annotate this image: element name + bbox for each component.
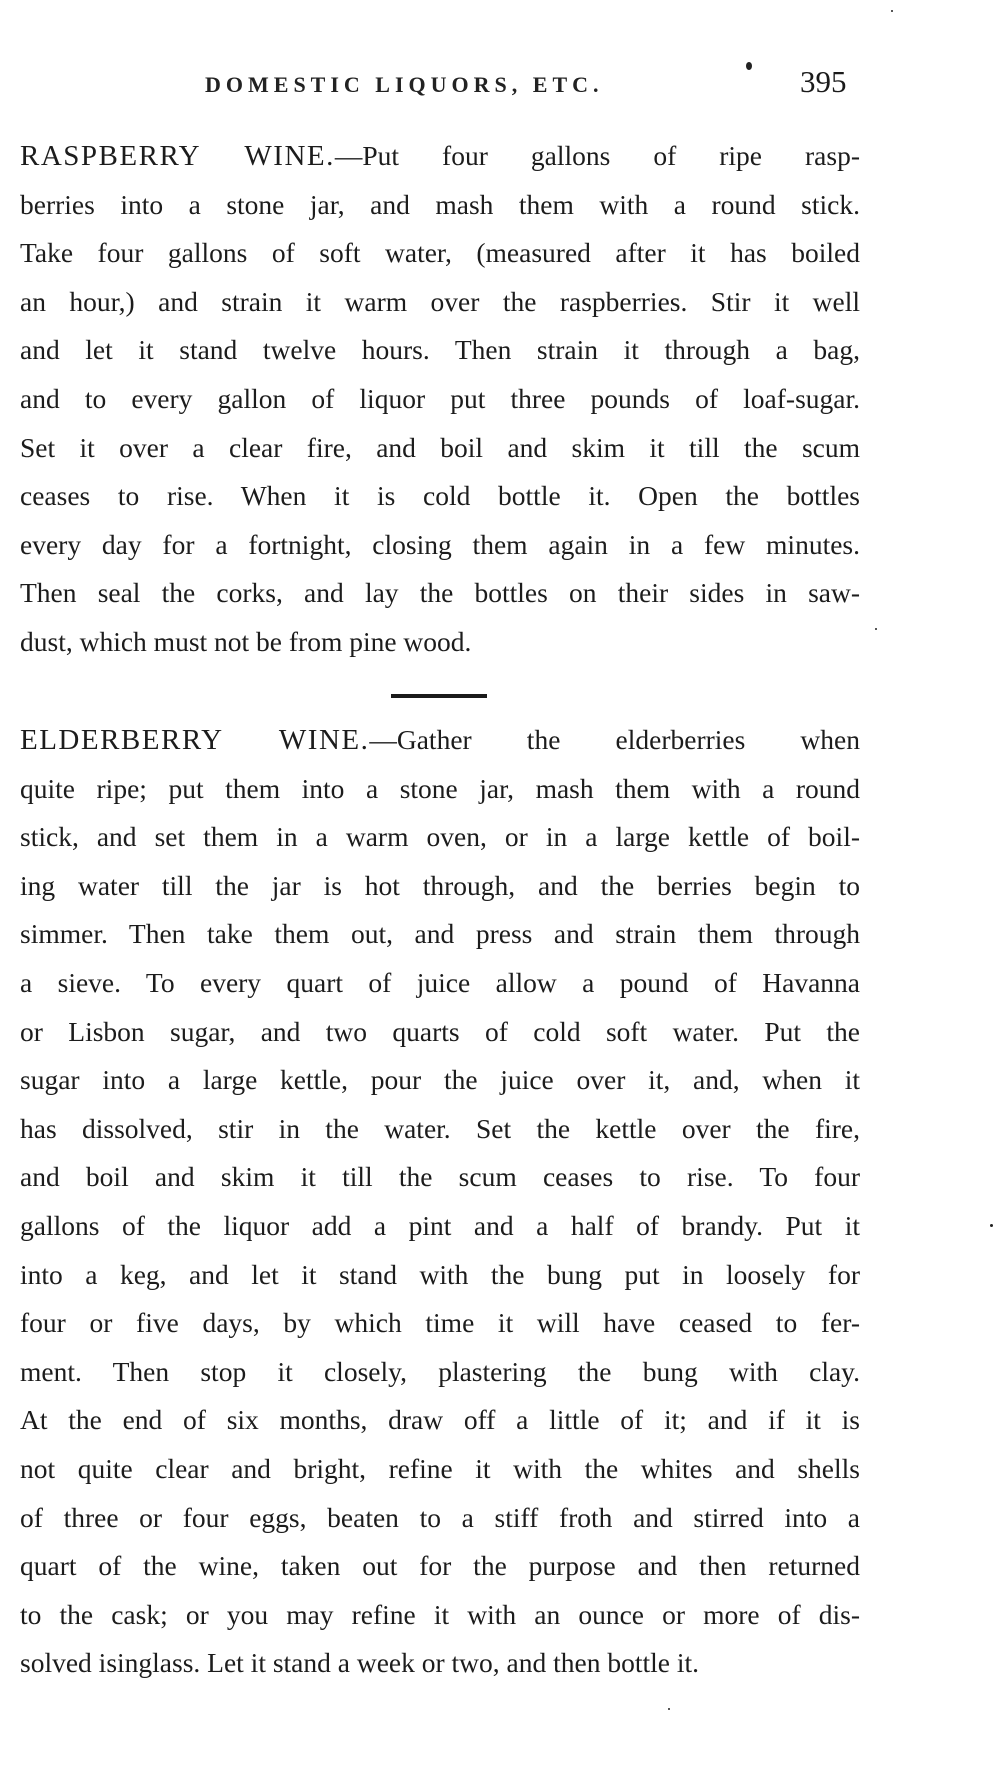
recipe-line: At the end of six months, draw off a little of it; and if it is (20, 1404, 860, 1436)
recipe-line: sugar into a large kettle, pour the juice over it, and, when it (20, 1064, 860, 1096)
recipe-line (20, 716, 860, 765)
recipe-line: every day for a fortnight, closing them again in a few minutes. (20, 528, 860, 560)
recipe-line: quite ripe; put them into a stone jar, mash them with a round (20, 772, 860, 804)
recipe-line: and to every gallon of liquor put three pounds of loaf-sugar. (20, 382, 860, 414)
recipe-line: simmer. Then take them out, and press and strain them through (20, 918, 860, 950)
ink-speck (891, 10, 893, 12)
recipe-line: of three or four eggs, beaten to a stiff froth and stirred into a (20, 1501, 860, 1533)
recipe-line: and boil and skim it till the scum ceases to rise. To four (20, 1161, 860, 1193)
recipe-line: to the cask; or you may refine it with an ounce or more of dis- (20, 1598, 860, 1630)
recipe-line: dust, which must not be from pine wood. (20, 625, 472, 657)
recipe-line (20, 132, 860, 181)
recipe-line: four or five days, by which time it will have ceased to fer- (20, 1307, 860, 1339)
recipe-line: berries into a stone jar, and mash them with a round stick. (20, 188, 860, 220)
recipe-text: —Gather the elderberries when (369, 724, 860, 755)
recipe-line: not quite clear and bright, refine it with the whites and shells (20, 1452, 860, 1484)
section-divider (391, 694, 487, 698)
running-title: DOMESTIC LIQUORS, ETC. (205, 72, 604, 97)
elderberry-wine-recipe (20, 716, 860, 1688)
recipe-line: Take four gallons of soft water, (measured after it has boiled (20, 237, 860, 269)
recipe-line: ing water till the jar is hot through, and the berries begin to (20, 869, 860, 901)
recipe-line: has dissolved, stir in the water. Set the kettle over the fire, (20, 1112, 860, 1144)
ink-speck (875, 628, 877, 630)
recipe-line: or Lisbon sugar, and two quarts of cold soft water. Put the (20, 1015, 860, 1047)
running-head (0, 64, 1000, 104)
recipe-line: gallons of the liquor add a pint and a half of brandy. Put it (20, 1209, 860, 1241)
recipe-line: ceases to rise. When it is cold bottle it. Open the bottles (20, 480, 860, 512)
recipe-heading: ELDERBERRY WINE. (20, 724, 370, 756)
recipe-line: into a keg, and let it stand with the bung put in loosely for (20, 1258, 860, 1290)
recipe-text: —Put four gallons of ripe rasp- (334, 140, 860, 171)
ink-speck (990, 1224, 993, 1227)
page-number: 395 (800, 64, 847, 99)
recipe-line: quart of the wine, taken out for the purpose and then returned (20, 1550, 860, 1582)
recipe-line: stick, and set them in a warm oven, or in a large kettle of boil- (20, 821, 860, 853)
recipe-line: ment. Then stop it closely, plastering the bung with clay. (20, 1355, 860, 1387)
ink-speck (746, 62, 752, 70)
recipe-line: solved isinglass. Let it stand a week or two, and then bottle it. (20, 1647, 699, 1679)
recipe-line: an hour,) and strain it warm over the raspberries. Stir it well (20, 285, 860, 317)
recipe-line: Set it over a clear fire, and boil and skim it till the scum (20, 431, 860, 463)
recipe-line: and let it stand twelve hours. Then strain it through a bag, (20, 334, 860, 366)
raspberry-wine-recipe (20, 132, 860, 667)
ink-speck (668, 1708, 670, 1710)
recipe-line: a sieve. To every quart of juice allow a pound of Havanna (20, 966, 860, 998)
recipe-line: Then seal the corks, and lay the bottles on their sides in saw- (20, 577, 860, 609)
recipe-heading: RASPBERRY WINE. (20, 140, 335, 172)
